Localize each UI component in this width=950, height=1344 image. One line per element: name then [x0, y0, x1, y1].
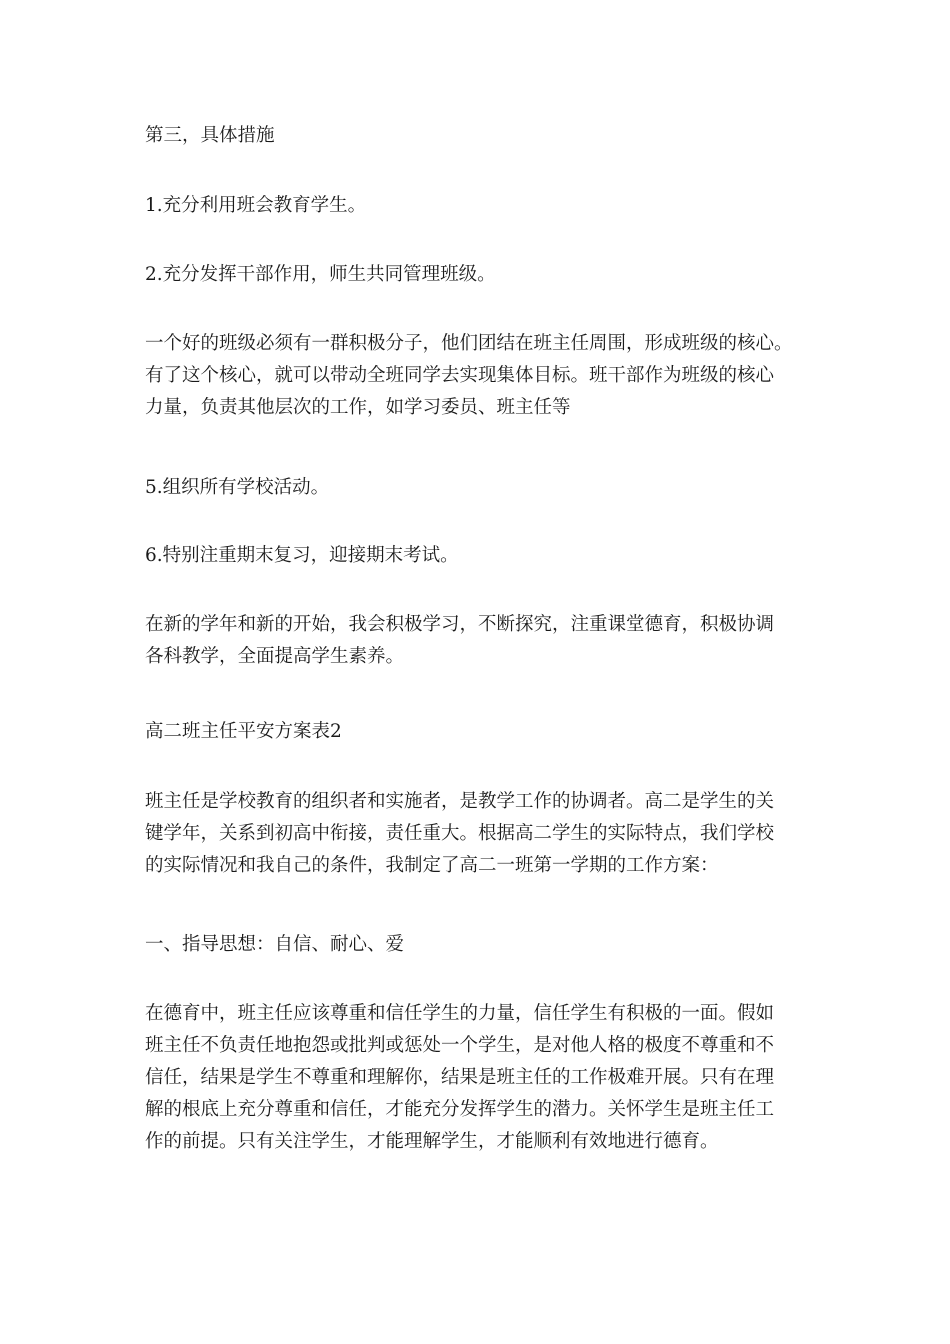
text-line: 一、指导思想：自信、耐心、爱: [145, 934, 405, 955]
text-line: 班主任是学校教育的组织者和实施者，是教学工作的协调者。高二是学生的关: [145, 791, 775, 812]
list-item: [145, 472, 815, 504]
text-line: 高二班主任平安方案表2: [145, 721, 342, 742]
text-line: 各科教学，全面提高学生素养。: [145, 646, 405, 667]
list-item: [145, 540, 815, 572]
text-line: 作的前提。只有关注学生，才能理解学生，才能顺利有效地进行德育。: [145, 1131, 719, 1152]
body-paragraph: [145, 998, 815, 1158]
text-line: 5.组织所有学校活动。: [145, 477, 330, 498]
section-heading: [145, 120, 815, 152]
text-line: 有了这个核心，就可以带动全班同学去实现集体目标。班干部作为班级的核心: [145, 365, 775, 386]
body-paragraph: [145, 328, 815, 424]
text-line: 在新的学年和新的开始，我会积极学习，不断探究，注重课堂德育，积极协调: [145, 614, 775, 635]
text-line: 力量，负责其他层次的工作，如学习委员、班主任等: [145, 397, 571, 418]
text-line: 6.特别注重期末复习，迎接期末考试。: [145, 545, 459, 566]
text-line: 第三，具体措施: [145, 125, 275, 146]
text-line: 2.充分发挥干部作用，师生共同管理班级。: [145, 264, 496, 285]
text-line: 班主任不负责任地抱怨或批判或惩处一个学生，是对他人格的极度不尊重和不: [145, 1035, 775, 1056]
text-line: 信任，结果是学生不尊重和理解你，结果是班主任的工作极难开展。只有在理: [145, 1067, 775, 1088]
list-item: [145, 259, 815, 291]
text-line: 键学年，关系到初高中衔接，责任重大。根据高二学生的实际特点，我们学校: [145, 823, 775, 844]
text-line: 一个好的班级必须有一群积极分子，他们团结在班主任周围，形成班级的核心。: [145, 333, 793, 354]
text-line: 解的根底上充分尊重和信任，才能充分发挥学生的潜力。关怀学生是班主任工: [145, 1099, 775, 1120]
text-line: 的实际情况和我自己的条件，我制定了高二一班第一学期的工作方案：: [145, 855, 719, 876]
list-item: [145, 190, 815, 222]
text-line: 在德育中，班主任应该尊重和信任学生的力量，信任学生有积极的一面。假如: [145, 1003, 775, 1024]
text-line: 1.充分利用班会教育学生。: [145, 195, 367, 216]
body-paragraph: [145, 609, 815, 673]
section-heading: [145, 929, 815, 961]
body-paragraph: [145, 786, 815, 882]
section-heading: [145, 716, 815, 748]
